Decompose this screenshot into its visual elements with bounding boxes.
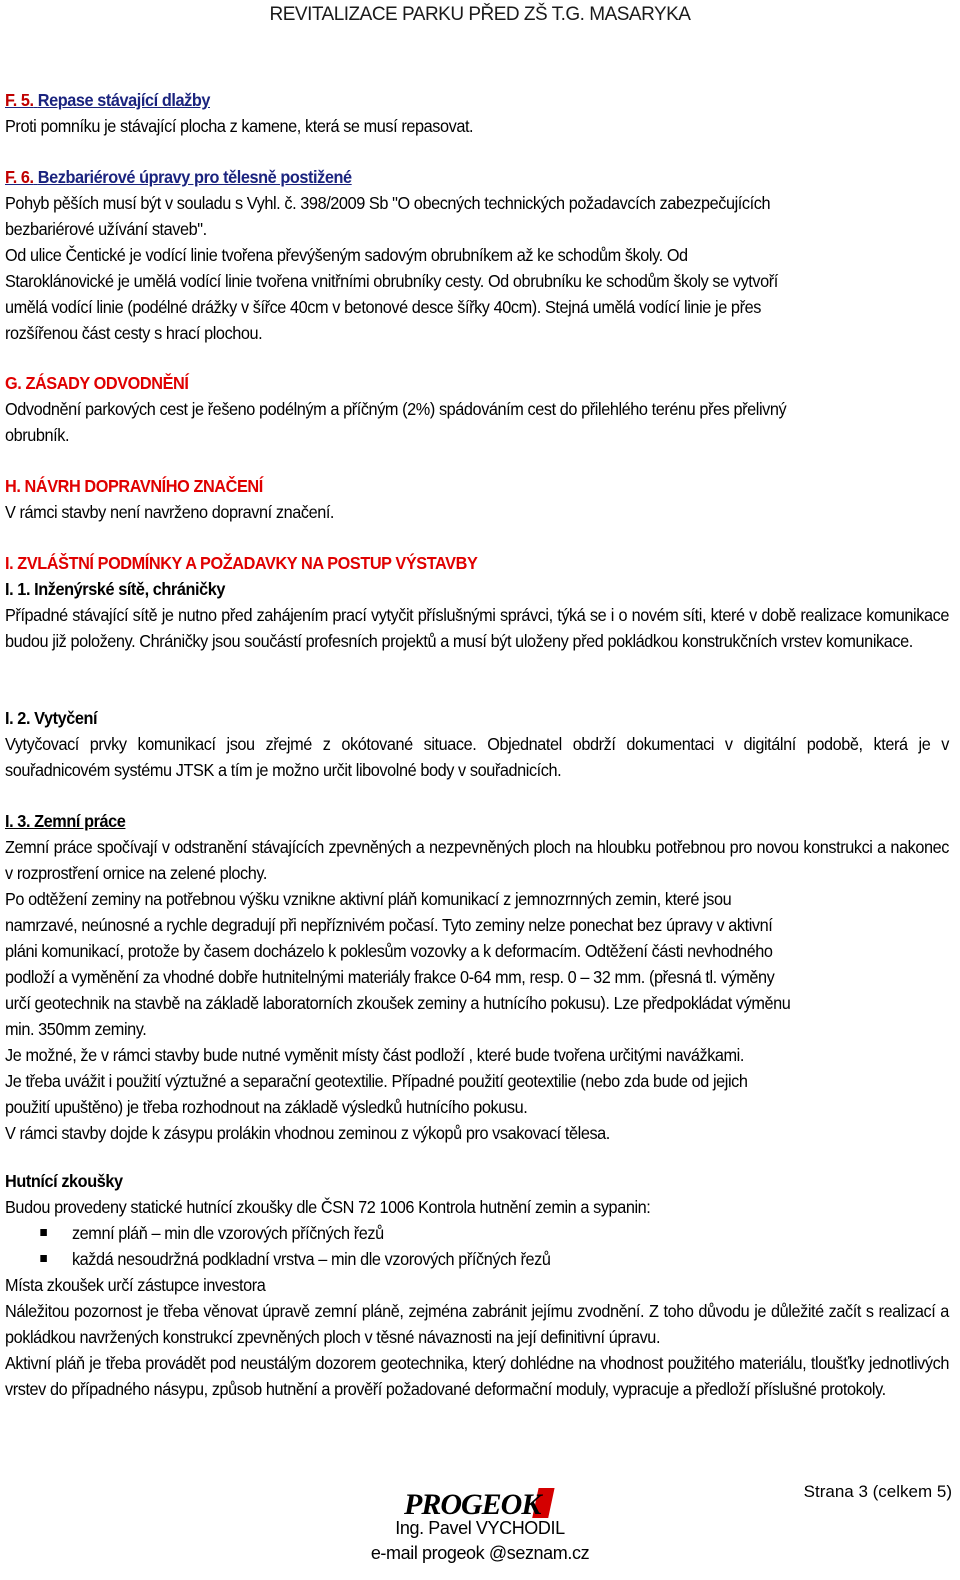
i3-line: použití upuštěno) je třeba rozhodnout na základě výsledků hutnícího pokusu. xyxy=(5,1097,528,1117)
i2-text: Vytyčovací prvky komunikací jsou zřejmé z okótované situace. Objednatel obdrží dokumentaci v digitální podobě, která je v souřadnicovém systému JTSK a tím je možno určit libovolné body v souřadnicích. xyxy=(5,734,949,780)
f6-number: F. 6. xyxy=(5,167,34,187)
f6-line: umělá vodící linie (podélné drážky v šířce 40cm v betonové desce šířky 40cm). Stejná umělá vodící linie je přes xyxy=(5,297,761,317)
i3-line: Je třeba uvážit i použití výztužné a separační geotextilie. Případné použití geotextilie (nebo zda bude od jejich xyxy=(5,1071,748,1091)
f6-line: Pohyb pěších musí být v souladu s Vyhl. č. 398/2009 Sb "O obecných technických požadavcích zabezpečujících xyxy=(5,193,771,213)
i3-line: Po odtěžení zeminy na potřebnou výšku vznikne aktivní pláň komunikací z jemnozrnných zemin, které jsou xyxy=(5,889,732,909)
section-i xyxy=(5,550,954,654)
compaction-places: Místa zkoušek určí zástupce investora xyxy=(5,1275,266,1295)
i1-text: Případné stávající sítě je nutno před zahájením prací vytyčit příslušnými správci, týká se i o novém síti, které v době realizace komunikace budou již položeny. Chráničky jsou součástí profesních projektů a musí být uloženy před pokládkou konstrukčních vrstev komunikace. xyxy=(5,605,949,651)
f5-title: Repase stávající dlažby xyxy=(37,90,210,110)
engineer-name: Ing. Pavel VYCHODIL xyxy=(395,1518,565,1538)
i3-line: určí geotechnik na stavbě na základě laboratorních zkoušek zeminy a hutnícího pokusu). Lze předpokládat výměnu xyxy=(5,993,791,1013)
compaction-paragraph-2: Aktivní pláň je třeba provádět pod neustálým dozorem geotechnika, který dohlédne na vhodnost použitého materiálu, tloušťky jednotlivých vrstev do případného násypu, způsob hutnění a prověří požadované deformační moduly, vypracuje a předloží příslušné protokoly. xyxy=(5,1353,949,1399)
f5-heading xyxy=(5,87,954,113)
i3-line: Je možné, že v rámci stavby bude nutné vyměnit místy část podloží , které bude tvořena určitými navážkami. xyxy=(5,1045,744,1065)
f6-line: Staroklánovické je umělá vodící linie tvořena vnitřními obrubníky cesty. Od obrubníku ke schodům školy se vytvoří xyxy=(5,271,778,291)
section-i2 xyxy=(5,705,954,783)
f5-number: F. 5. xyxy=(5,90,34,110)
i3-paragraph: Zemní práce spočívají v odstranění stávajících zpevněných a nezpevněných ploch na hloubku potřebnou pro novou konstrukci a nakonec v rozprostření ornice na zelené plochy. xyxy=(5,837,949,883)
logo-text: PROGEOK xyxy=(404,1488,541,1520)
h-text: V rámci stavby není navrženo dopravní značení. xyxy=(5,502,335,522)
f6-line: Od ulice Čentické je vodící linie tvořena převýšeným sadovým obrubníkem až ke schodům školy. Od xyxy=(5,245,688,265)
section-h xyxy=(5,473,954,525)
logo-graphic xyxy=(402,1486,562,1520)
g-line: obrubník. xyxy=(5,425,70,445)
f5-text: Proti pomníku je stávající plocha z kamene, která se musí repasovat. xyxy=(5,116,474,136)
f6-title: Bezbariérové úpravy pro tělesně postižené xyxy=(37,167,352,187)
i3-line: min. 350mm zeminy. xyxy=(5,1019,147,1039)
f6-heading xyxy=(5,164,954,190)
compaction-heading: Hutnící zkoušky xyxy=(5,1171,123,1191)
compaction-paragraph-1: Náležitou pozornost je třeba věnovat úpravě zemní pláně, zejména zabránit jejímu zvodnění. Z toho důvodu je důležité začít s realizací a pokládkou navržených konstrukcí zpevněných ploch v těsné návaznosti na její definitivní úpravu. xyxy=(5,1301,949,1347)
progeok-logo xyxy=(402,1486,562,1520)
i1-heading: I. 1. Inženýrské sítě, chráničky xyxy=(5,579,226,599)
engineer-email: e-mail progeok @seznam.cz xyxy=(370,1543,590,1563)
h-heading: H. NÁVRH DOPRAVNÍHO ZNAČENÍ xyxy=(5,476,263,496)
i3-line: podloží a vyměnění za vhodné dobře hutnitelnými materiály frakce 0-64 mm, resp. 0 – 32 mm. (přesná tl. výměny xyxy=(5,967,775,987)
g-line: Odvodnění parkových cest je řešeno podélným a příčným (2%) spádováním cest do přilehlého terénu přes přelivný xyxy=(5,399,787,419)
i2-heading: I. 2. Vytyčení xyxy=(5,708,98,728)
i-heading: I. ZVLÁŠTNÍ PODMÍNKY A POŽADAVKY NA POSTUP VÝSTAVBY xyxy=(5,553,478,573)
bullet-item: každá nesoudržná podkladní vrstva – min dle vzorových příčných řezů xyxy=(5,1246,954,1272)
page-number: Strana 3 (celkem 5) xyxy=(803,1482,952,1501)
section-i3 xyxy=(5,808,954,1146)
page-header: REVITALIZACE PARKU PŘED ZŠ T.G. MASARYKA xyxy=(269,4,691,25)
section-compaction-tests xyxy=(5,1168,954,1402)
section-g xyxy=(5,370,954,448)
i3-line: pláni komunikací, protože by časem docházelo k poklesům vozovky a k deformacím. Odtěžení části nevhodného xyxy=(5,941,773,961)
f6-line: rozšířenou část cesty s hrací plochou. xyxy=(5,323,263,343)
i3-line: V rámci stavby dojde k zásypu prolákin vhodnou zeminou z výkopů pro vsakovací tělesa. xyxy=(5,1123,610,1143)
i3-line: namrzavé, neúnosné a rychle degradují při nepříznivém počasí. Tyto zeminy nelze ponechat bez úpravy v aktivní xyxy=(5,915,773,935)
bullet-item: zemní pláň – min dle vzorových příčných řezů xyxy=(5,1220,954,1246)
section-f6 xyxy=(5,164,954,346)
compaction-intro: Budou provedeny statické hutnící zkoušky dle ČSN 72 1006 Kontrola hutnění zemin a sypanin: xyxy=(5,1197,651,1217)
section-f5 xyxy=(5,87,954,139)
i3-heading: I. 3. Zemní práce xyxy=(5,811,126,831)
g-heading: G. ZÁSADY ODVODNĚNÍ xyxy=(5,373,189,393)
f6-line: bezbariérové užívání staveb". xyxy=(5,219,207,239)
